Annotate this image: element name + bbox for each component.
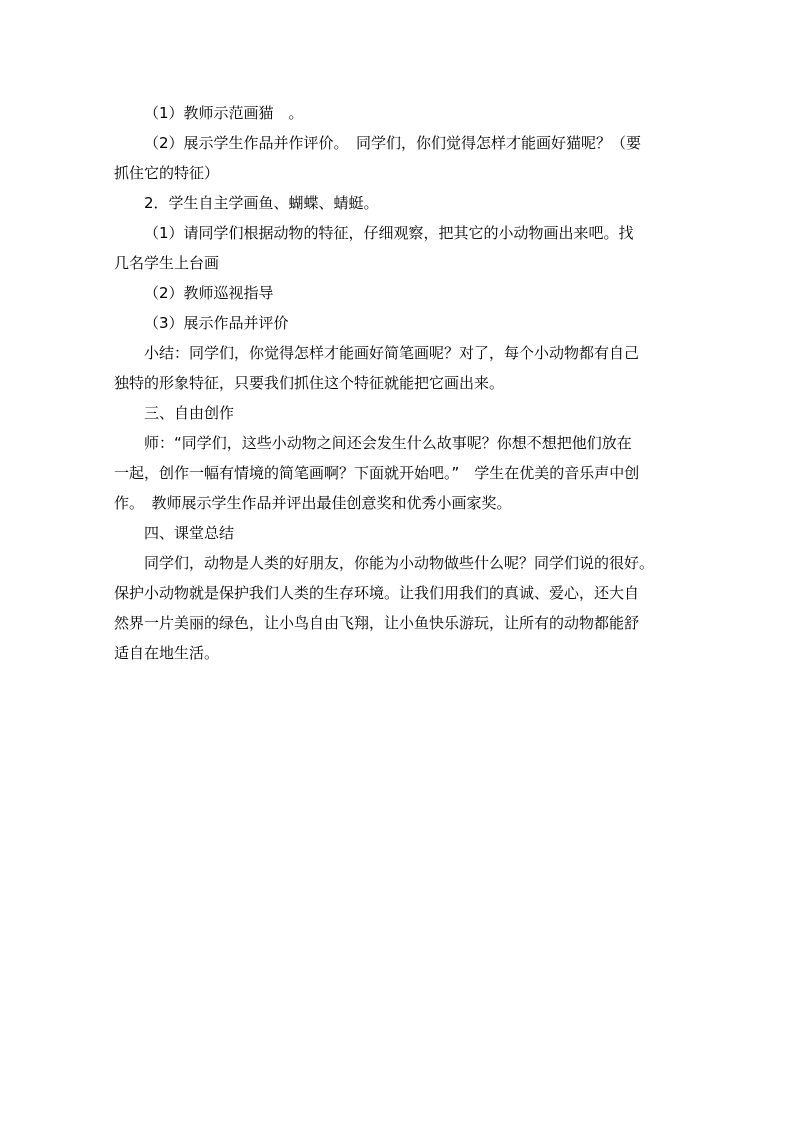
text-line: 2．学生自主学画鱼、蝴蝶、蜻蜓。 <box>144 194 379 212</box>
text-line: 适自在地生活。 <box>114 644 220 662</box>
text-line: （2）教师巡视指导 <box>144 284 274 302</box>
document-body <box>114 98 687 668</box>
text-line: 然界一片美丽的绿色，让小鸟自由飞翔，让小鱼快乐游玩，让所有的动物都能舒 <box>114 614 640 632</box>
text-line: 抓住它的特征） <box>114 164 220 182</box>
text-line: 保护小动物就是保护我们人类的生存环境。让我们用我们的真诚、爱心，还大自 <box>114 584 640 602</box>
section-heading: 三、自由创作 <box>144 404 235 422</box>
text-line: 独特的形象特征，只要我们抓住这个特征就能把它画出来。 <box>114 374 505 392</box>
text-line: 小结：同学们，你觉得怎样才能画好简笔画呢？对了，每个小动物都有自己 <box>144 344 640 362</box>
text-line: （2）展示学生作品并作评价。 同学们，你们觉得怎样才能画好猫呢？（要 <box>144 134 642 152</box>
text-line: 一起，创作一幅有情境的简笔画啊？下面就开始吧。” 学生在优美的音乐声中创 <box>114 464 640 482</box>
text-line: 作。 教师展示学生作品并评出最佳创意奖和优秀小画家奖。 <box>114 494 512 512</box>
text-line: （1）请同学们根据动物的特征，仔细观察，把其它的小动物画出来吧。找 <box>144 224 634 242</box>
text-line: （1）教师示范画猫 。 <box>144 104 304 122</box>
text-line: 几名学生上台画 <box>114 254 220 272</box>
text-line: 师：“同学们，这些小动物之间还会发生什么故事呢？你想不想把他们放在 <box>144 434 632 452</box>
section-heading: 四、课堂总结 <box>144 524 235 542</box>
text-line: （3）展示作品并评价 <box>144 314 289 332</box>
text-line: 同学们，动物是人类的好朋友，你能为小动物做些什么呢？同学们说的很好。 <box>144 554 655 572</box>
